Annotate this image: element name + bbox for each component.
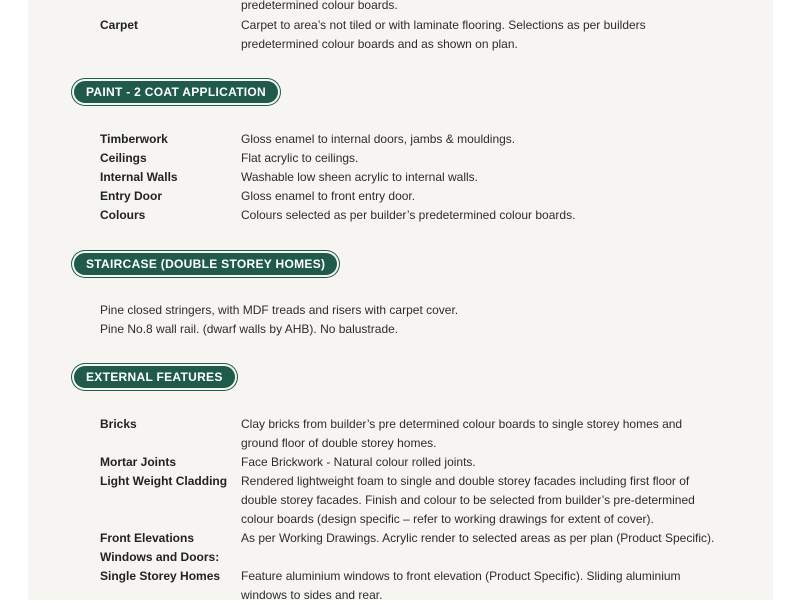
- document-page: [28, 0, 773, 600]
- single-storey-homes-description-line-2: windows to sides and rear.: [241, 588, 383, 602]
- windows-and-doors-label: Windows and Doors:: [100, 550, 220, 564]
- mortar-joints-label: Mortar Joints: [100, 455, 177, 469]
- previous-description-tail: predetermined colour boards.: [241, 0, 398, 12]
- staircase-line-1: Pine closed stringers, with MDF treads and risers with carpet cover.: [100, 303, 459, 317]
- staircase-line-2: Pine No.8 wall rail. (dwarf walls by AHB). No balustrade.: [100, 322, 399, 336]
- section-heading-staircase: STAIRCASE (DOUBLE STOREY HOMES): [74, 253, 337, 275]
- carpet-description-line-1: Carpet to area’s not tiled or with laminate flooring. Selections as per builders: [241, 18, 646, 32]
- single-storey-homes-label: Single Storey Homes: [100, 569, 221, 583]
- bricks-label: Bricks: [100, 417, 137, 431]
- light-weight-cladding-description-line-2: double storey facades. Finish and colour to be selected from builder’s pre-determined: [241, 493, 695, 507]
- light-weight-cladding-label: Light Weight Cladding: [100, 474, 228, 488]
- carpet-label: Carpet: [100, 18, 139, 32]
- front-elevations-label: Front Elevations: [100, 531, 195, 545]
- mortar-joints-description: Face Brickwork - Natural colour rolled joints.: [241, 455, 476, 469]
- timberwork-label: Timberwork: [100, 132, 168, 146]
- section-heading-external-features: EXTERNAL FEATURES: [74, 366, 235, 388]
- ceilings-description: Flat acrylic to ceilings.: [241, 151, 359, 165]
- bricks-description-line-1: Clay bricks from builder’s pre determined colour boards to single storey homes and: [241, 417, 683, 431]
- timberwork-description: Gloss enamel to internal doors, jambs & mouldings.: [241, 132, 516, 146]
- light-weight-cladding-description-line-3: colour boards (design specific – refer to working drawings for extent of cover).: [241, 512, 654, 526]
- light-weight-cladding-description-line-1: Rendered lightweight foam to single and double storey facades including first floor of: [241, 474, 690, 488]
- colours-label: Colours: [100, 208, 146, 222]
- section-heading-paint: PAINT - 2 COAT APPLICATION: [74, 81, 278, 103]
- ceilings-label: Ceilings: [100, 151, 147, 165]
- colours-description: Colours selected as per builder’s predetermined colour boards.: [241, 208, 576, 222]
- entry-door-description: Gloss enamel to front entry door.: [241, 189, 416, 203]
- internal-walls-label: Internal Walls: [100, 170, 178, 184]
- front-elevations-description: As per Working Drawings. Acrylic render to selected areas as per plan (Product Specific).: [241, 531, 715, 545]
- single-storey-homes-description-line-1: Feature aluminium windows to front elevation (Product Specific). Sliding aluminium: [241, 569, 681, 583]
- entry-door-label: Entry Door: [100, 189, 163, 203]
- carpet-description-line-2: predetermined colour boards and as shown on plan.: [241, 37, 518, 51]
- internal-walls-description: Washable low sheen acrylic to internal walls.: [241, 170, 478, 184]
- bricks-description-line-2: ground floor of double storey homes.: [241, 436, 437, 450]
